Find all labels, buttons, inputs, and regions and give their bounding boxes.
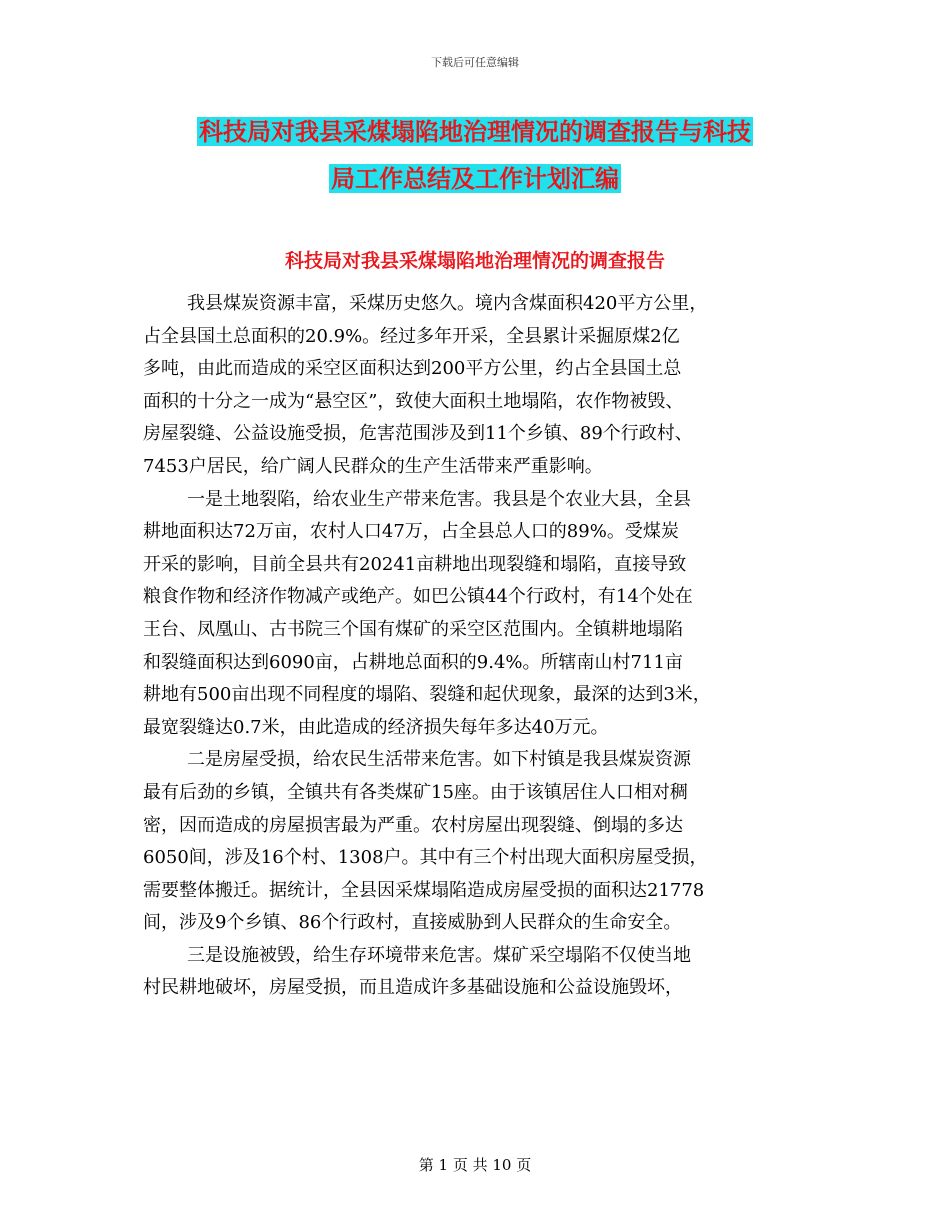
section-title: 科技局对我县采煤塌陷地治理情况的调查报告 [284,250,665,272]
document-title-line-1 [0,108,950,155]
page-header: 下载后可任意编辑 [431,56,519,69]
text-line: 开采的影响，目前全县共有20241亩耕地出现裂缝和塌陷，直接导致 [143,553,687,575]
text-line: 一是土地裂陷，给农业生产带来危害。我县是个农业大县，全县 [187,488,691,510]
text-line: 粮食作物和经济作物减产或绝产。如巴公镇44个行政村，有14个处在 [143,586,693,608]
text-line: 密，因而造成的房屋损害最为严重。农村房屋出现裂缝、倒塌的多达 [143,814,683,836]
text-line: 最宽裂缝达0.7米，由此造成的经济损失每年多达40万元。 [143,716,609,738]
paragraph-1 [143,288,823,484]
text-line: 耕地面积达72万亩，农村人口47万，占全县总人口的89%。受煤炭 [143,521,679,543]
title-highlight-1: 科技局对我县采煤塌陷地治理情况的调查报告与科技 [199,117,751,146]
text-line: 需要整体搬迁。据统计，全县因采煤塌陷造成房屋受损的面积达21778 [143,879,705,901]
title-highlight-2: 局工作总结及工作计划汇编 [331,164,619,193]
text-line: 6050间，涉及16个村、1308户。其中有三个村出现大面积房屋受损， [143,847,708,869]
text-line: 和裂缝面积达到6090亩，占耕地总面积的9.4%。所辖南山村711亩 [143,651,683,673]
paragraph-2 [143,484,823,745]
text-line: 二是房屋受损，给农民生活带来危害。如下村镇是我县煤炭资源 [187,749,691,771]
text-line: 7453户居民，给广阔人民群众的生产生活带来严重影响。 [143,455,603,477]
paragraph-4 [143,940,823,1005]
document-title-line-2 [0,155,950,202]
text-line: 占全县国土总面积的20.9%。经过多年开采，全县累计采掘原煤2亿 [143,325,680,347]
text-line: 多吨，由此而造成的采空区面积达到200平方公里，约占全县国土总 [143,358,682,380]
text-line: 耕地有500亩出现不同程度的塌陷、裂缝和起伏现象，最深的达到3米， [143,684,711,706]
text-line: 面积的十分之一成为“悬空区”，致使大面积土地塌陷，农作物被毁、 [143,390,684,412]
body-text [143,288,823,1005]
text-line: 最有后劲的乡镇，全镇共有各类煤矿15座。由于该镇居住人口相对稠 [143,781,688,803]
text-line: 王台、凤凰山、古书院三个国有煤矿的采空区范围内。全镇耕地塌陷 [143,618,683,640]
document-title [0,108,950,202]
text-line: 三是设施被毁，给生存环境带来危害。煤矿采空塌陷不仅使当地 [187,944,691,966]
text-line: 房屋裂缝、公益设施受损，危害范围涉及到11个乡镇、89个行政村、 [143,423,693,445]
text-line: 村民耕地破坏，房屋受损，而且造成许多基础设施和公益设施毁坏， [143,977,683,999]
paragraph-3 [143,744,823,940]
text-line: 间，涉及9个乡镇、86个行政村，直接威胁到人民群众的生命安全。 [143,912,682,934]
text-line: 我县煤炭资源丰富，采煤历史悠久。境内含煤面积420平方公里， [187,293,708,314]
page-footer: 第 1 页 共 10 页 [418,1156,532,1174]
